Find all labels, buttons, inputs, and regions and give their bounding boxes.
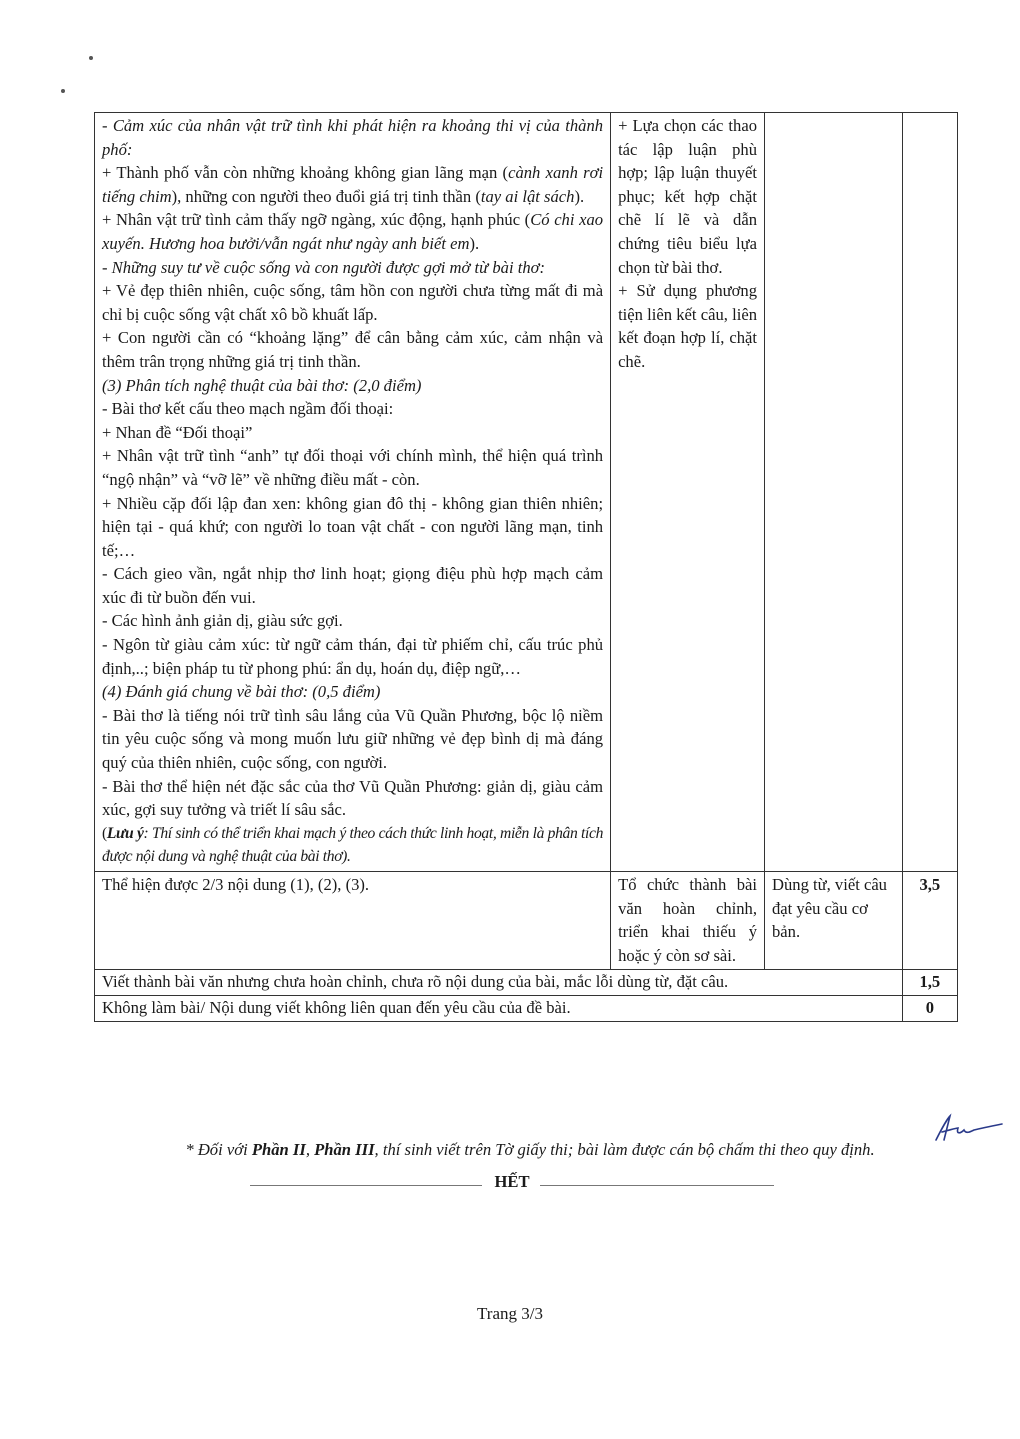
note-label: Lưu ý bbox=[106, 824, 144, 842]
criteria-cell: Tổ chức thành bài văn hoàn chỉnh, triển khai thiếu ý hoặc ý còn sơ sài. bbox=[611, 872, 765, 970]
content-cell: Thể hiện được 2/3 nội dung (1), (2), (3). bbox=[95, 872, 611, 970]
line: + Thành phố vẫn còn những khoảng không gian lãng mạn ( bbox=[102, 163, 509, 183]
content-cell: Không làm bài/ Nội dung viết không liên quan đến yêu cầu của đề bài. bbox=[95, 996, 903, 1022]
language-cell: Dùng từ, viết câu đạt yêu cầu cơ bản. bbox=[765, 872, 903, 970]
note-open: ( bbox=[102, 824, 107, 842]
empty-cell bbox=[765, 113, 903, 872]
line: - Những suy tư về cuộc sống và con người được gợi mở từ bài thơ: bbox=[102, 257, 545, 277]
end-word: HẾT bbox=[494, 1172, 530, 1191]
line: + Vẻ đẹp thiên nhiên, cuộc sống, tâm hồn con người chưa từng mất đi mà chỉ bị cuộc sống vật chất xô bồ khuất lấp. bbox=[102, 281, 604, 324]
line: cành xanh rơi tiếng chim bbox=[102, 163, 604, 206]
line: + Nhân vật trữ tình cảm thấy ngỡ ngàng, xúc động, hạnh phúc ( bbox=[102, 210, 531, 230]
scoring-table bbox=[94, 112, 958, 1022]
score-cell: 3,5 bbox=[902, 872, 957, 970]
line: ), những con người theo đuổi giá trị tinh thần ( bbox=[171, 186, 481, 206]
line: tay ai lật sách bbox=[480, 186, 575, 206]
content-cell: Viết thành bài văn nhưng chưa hoàn chỉnh, chưa rõ nội dung của bài, mắc lỗi dùng từ, đặt câu. bbox=[95, 970, 903, 996]
line: - Bài thơ kết cấu theo mạch ngầm đối thoại: bbox=[102, 399, 394, 419]
section-heading: (4) Đánh giá chung về bài thơ: (0,5 điểm) bbox=[102, 682, 381, 702]
line: ). bbox=[574, 186, 585, 206]
section-heading: (3) Phân tích nghệ thuật của bài thơ: (2,0 điểm) bbox=[102, 375, 422, 395]
line: + Nhiều cặp đối lập đan xen: không gian đô thị - không gian thiên nhiên; hiện tại - quá khứ; con người lo toan vật chất - con người lãng mạn, tinh tế;… bbox=[102, 493, 604, 560]
criteria-cell bbox=[611, 113, 765, 872]
note-line bbox=[102, 822, 603, 869]
table-row bbox=[95, 996, 958, 1022]
end-marker bbox=[250, 1172, 774, 1196]
note-part: , bbox=[305, 1140, 315, 1159]
instruction-note bbox=[90, 1140, 970, 1160]
line: - Ngôn từ giàu cảm xúc: từ ngữ cảm thán, đại từ phiếm chỉ, cấu trúc phủ định,..; biện pháp tu từ phong phú: ẩn dụ, hoán dụ, điệp ngữ,… bbox=[102, 635, 604, 678]
score-cell: 0 bbox=[902, 996, 957, 1022]
line: - Cách gieo vần, ngắt nhịp thơ linh hoạt; giọng điệu phù hợp mạch cảm xúc đi từ buồn đến vui. bbox=[102, 564, 604, 607]
scan-speck bbox=[89, 56, 93, 60]
line: + Nhân vật trữ tình “anh” tự đối thoại với chính mình, thể hiện quá trình “ngộ nhận” và “vỡ lẽ” về những điều mất - còn. bbox=[102, 446, 604, 489]
score-cell: 1,5 bbox=[902, 970, 957, 996]
line: + Con người cần có “khoảng lặng” để cân bằng cảm xúc, cảm nhận và thêm trân trọng những giá trị tinh thần. bbox=[102, 328, 604, 371]
signature-mark bbox=[928, 1110, 1004, 1144]
line: + Nhan đề “Đối thoại” bbox=[102, 422, 253, 442]
scan-speck bbox=[61, 89, 65, 93]
divider bbox=[540, 1185, 774, 1186]
empty-cell bbox=[902, 113, 957, 872]
table-row bbox=[95, 872, 958, 970]
table-row bbox=[95, 113, 958, 872]
line: - Bài thơ thể hiện nét đặc sắc của thơ Vũ Quần Phương: giản dị, giàu cảm xúc, gợi suy tưởng và triết lí sâu sắc. bbox=[102, 776, 604, 820]
note-text: : Thí sinh có thể triển khai mạch ý theo cách thức linh hoạt, miễn là phân tích được nội dung và nghệ thuật của bài thơ). bbox=[102, 824, 604, 866]
line: - Các hình ảnh giản dị, giàu sức gợi. bbox=[102, 611, 343, 631]
line: ). bbox=[469, 233, 480, 253]
line: - Cảm xúc của nhân vật trữ tình khi phát hiện ra khoảng thi vị của thành phố: bbox=[102, 116, 604, 159]
note-part: , thí sinh viết trên Tờ giấy thi; bài làm được cán bộ chấm thi theo quy định. bbox=[374, 1140, 875, 1159]
line: - Bài thơ là tiếng nói trữ tình sâu lắng của Vũ Quần Phương, bộc lộ niềm tin yêu cuộc sống và mong muốn lưu giữ những vẻ đẹp bình dị mà đáng quý của thiên nhiên, cuộc sống, con người. bbox=[102, 705, 604, 773]
line: + Sử dụng phương tiện liên kết câu, liên kết đoạn hợp lí, chặt chẽ. bbox=[618, 281, 757, 371]
note-bold: Phần II bbox=[251, 1140, 306, 1159]
line: Có chi xao xuyến. Hương hoa bưởi/vẫn ngát như ngày anh biết em bbox=[102, 210, 604, 253]
note-part: * Đối với bbox=[185, 1140, 252, 1159]
line: + Lựa chọn các thao tác lập luận phù hợp; lập luận thuyết phục; kết hợp chặt chẽ lí lẽ và dẫn chứng tiêu biểu lựa chọn từ bài thơ. bbox=[618, 116, 757, 277]
content-cell bbox=[95, 113, 611, 872]
table-row bbox=[95, 970, 958, 996]
note-bold: Phần III bbox=[314, 1140, 375, 1159]
page-number: Trang 3/3 bbox=[477, 1304, 543, 1323]
